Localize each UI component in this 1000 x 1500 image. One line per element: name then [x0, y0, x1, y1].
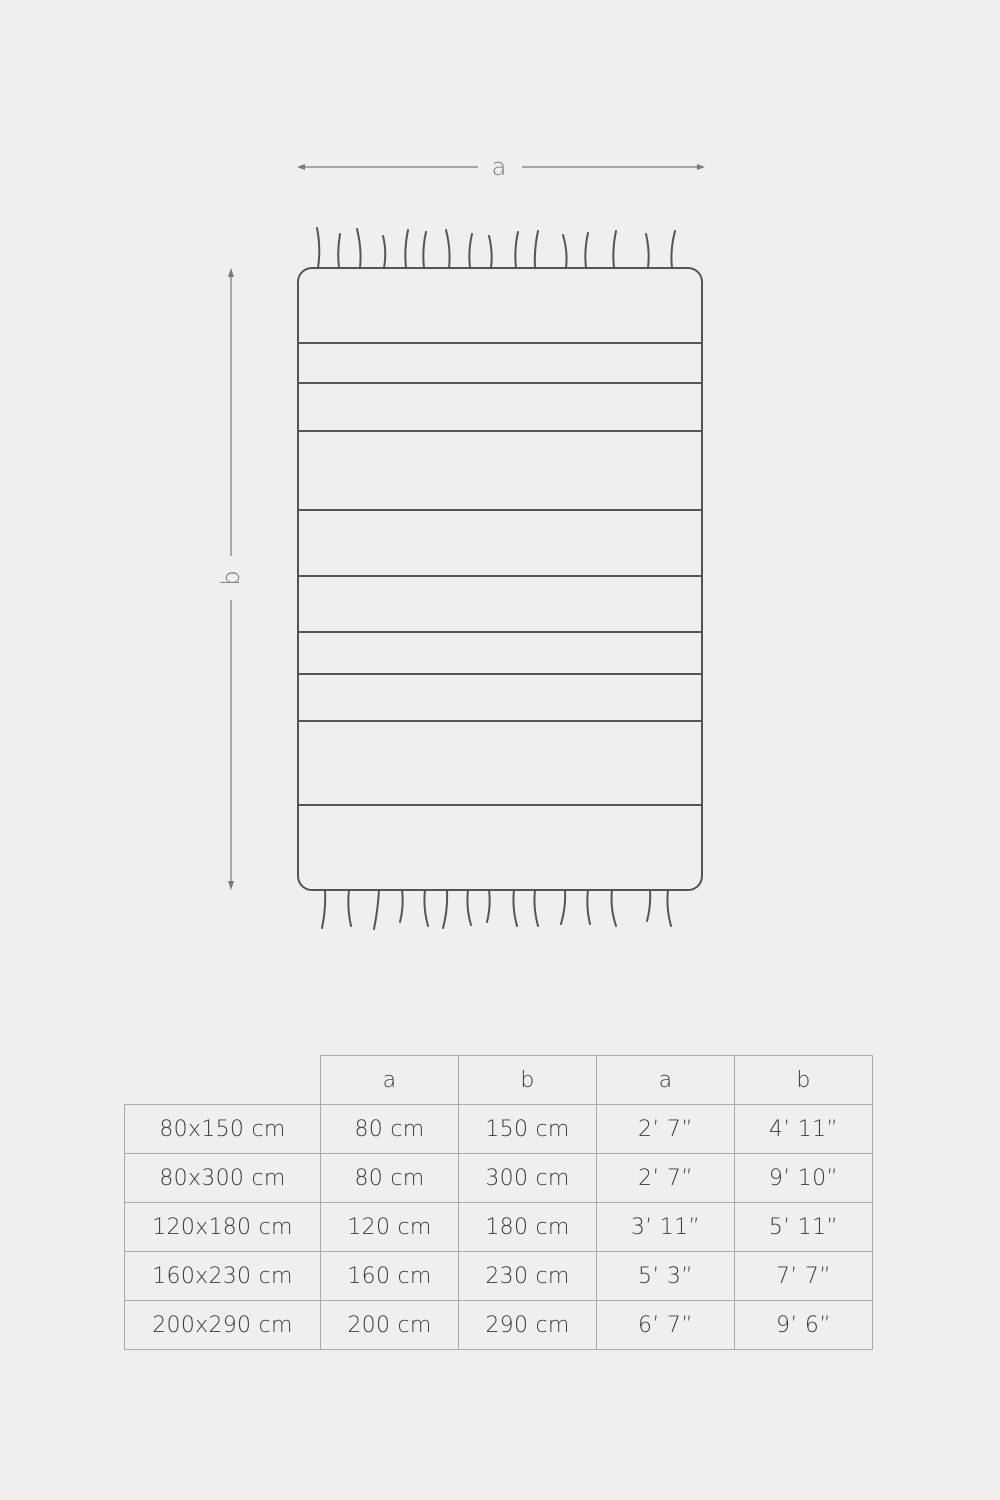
- table-header-cell: a: [321, 1056, 459, 1105]
- table-cell: 120x180 cm: [125, 1203, 321, 1252]
- top-fringe: [317, 228, 675, 268]
- table-cell: 180 cm: [459, 1203, 597, 1252]
- table-cell: 3’ 11”: [597, 1203, 735, 1252]
- table-row: [125, 1105, 873, 1154]
- bottom-fringe: [322, 890, 671, 929]
- table-cell: 5’ 3”: [597, 1252, 735, 1301]
- table-header-cell: a: [597, 1056, 735, 1105]
- length-label: b: [217, 570, 245, 586]
- towel-outline: [298, 268, 702, 890]
- width-label: a: [491, 153, 507, 181]
- arrow-down-icon: [228, 881, 234, 890]
- table-cell: 150 cm: [459, 1105, 597, 1154]
- table-cell: 300 cm: [459, 1154, 597, 1203]
- table-cell: 6’ 7”: [597, 1301, 735, 1350]
- table-header-cell: b: [735, 1056, 873, 1105]
- table-cell: 230 cm: [459, 1252, 597, 1301]
- table-row: [125, 1301, 873, 1350]
- table-header-cell: b: [459, 1056, 597, 1105]
- table-cell: 160x230 cm: [125, 1252, 321, 1301]
- size-table: [124, 1055, 873, 1350]
- table-cell: 2’ 7”: [597, 1154, 735, 1203]
- arrow-left-icon: [297, 164, 305, 170]
- table-cell: 80x300 cm: [125, 1154, 321, 1203]
- table-cell: 160 cm: [321, 1252, 459, 1301]
- table-cell: 120 cm: [321, 1203, 459, 1252]
- table-row: [125, 1252, 873, 1301]
- table-cell: 80 cm: [321, 1154, 459, 1203]
- table-cell: 290 cm: [459, 1301, 597, 1350]
- table-cell: 80 cm: [321, 1105, 459, 1154]
- table-cell: 80x150 cm: [125, 1105, 321, 1154]
- arrow-up-icon: [228, 268, 234, 277]
- table-cell: 4’ 11”: [735, 1105, 873, 1154]
- table-cell: 2’ 7”: [597, 1105, 735, 1154]
- table-header-cell: [125, 1056, 321, 1105]
- table-header-row: [125, 1056, 873, 1105]
- table-cell: 9’ 6”: [735, 1301, 873, 1350]
- table-cell: 7’ 7”: [735, 1252, 873, 1301]
- table-row: [125, 1203, 873, 1252]
- table-cell: 5’ 11”: [735, 1203, 873, 1252]
- table-cell: 9’ 10”: [735, 1154, 873, 1203]
- table-row: [125, 1154, 873, 1203]
- table-cell: 200x290 cm: [125, 1301, 321, 1350]
- arrow-right-icon: [697, 164, 705, 170]
- table-cell: 200 cm: [321, 1301, 459, 1350]
- towel-body: [298, 268, 702, 890]
